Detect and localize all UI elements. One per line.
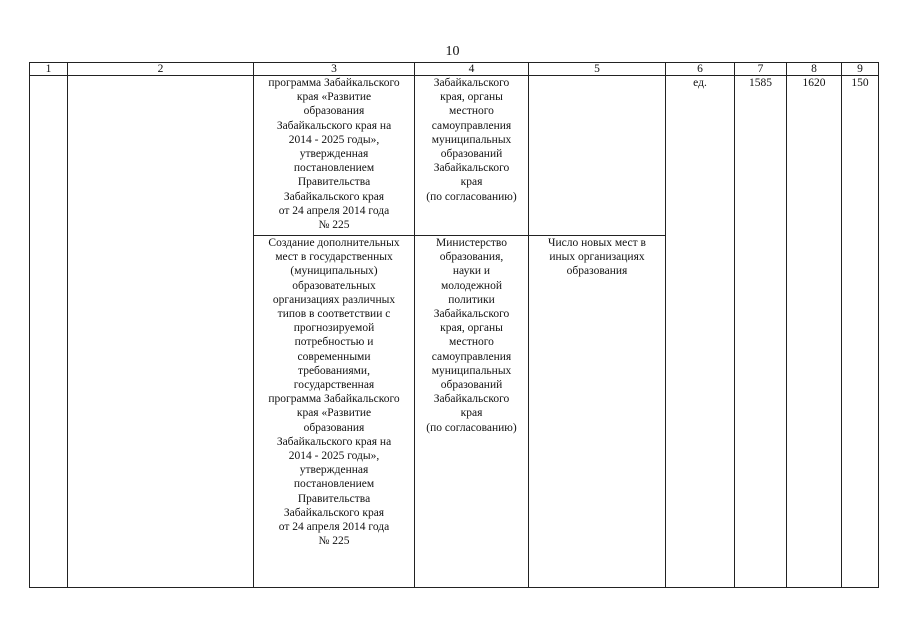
value-col9-text: 150 [851,77,869,89]
value-col7-text: 1585 [749,77,772,89]
column-header-9: 9 [842,63,879,76]
column-header-7: 7 [735,63,787,76]
cell-indicator-empty [529,76,666,236]
table-row [30,76,879,236]
column-header-6: 6 [666,63,735,76]
cell-indicator [529,236,666,588]
document-table [29,62,879,588]
program-continued-text: программа Забайкальского края «Развитие образования Забайкальского края на 2014 - 2025 годы», утвержденная постановлением Правительства Забайкальского края от 24 апреля 2014 года № 225 [268,77,400,232]
table-header-row [30,63,879,76]
measure-description-text: Создание дополнительных мест в государственных (муниципальных) образовательных организациях различных типов в соответствии с прогнозируемой потребностью и современными требованиями, государственная программа Забайкальского края «Развитие образования Забайкальского края на 2014 - 2025 годы», утвержденная постановлением Правительства Забайкальского края от 24 апреля 2014 года № 225 [268,237,400,548]
column-header-3: 3 [254,63,415,76]
responsible-text: Министерство образования, науки и молодежной политики Забайкальского края, органы местного самоуправления муниципальных образований Забайкальского края (по согласованию) [426,237,517,434]
cell-responsible-continued [415,76,529,236]
cell-col1-merged [30,76,68,588]
cell-measure-description [254,236,415,588]
cell-value-col7 [735,76,787,588]
cell-unit [666,76,735,588]
responsible-continued-text: Забайкальского края, органы местного самоуправления муниципальных образований Забайкальского края (по согласованию) [426,77,517,203]
value-col8-text: 1620 [802,77,826,89]
cell-value-col8 [787,76,842,588]
indicator-text: Число новых мест в иных организациях образования [548,237,646,278]
column-header-8: 8 [787,63,842,76]
column-header-1: 1 [30,63,68,76]
page-number: 10 [445,44,460,59]
cell-col2-merged [68,76,254,588]
cell-program-continued [254,76,415,236]
cell-value-col9 [842,76,879,588]
cell-responsible [415,236,529,588]
column-header-4: 4 [415,63,529,76]
unit-text: ед. [693,77,707,89]
column-header-2: 2 [68,63,254,76]
column-header-5: 5 [529,63,666,76]
